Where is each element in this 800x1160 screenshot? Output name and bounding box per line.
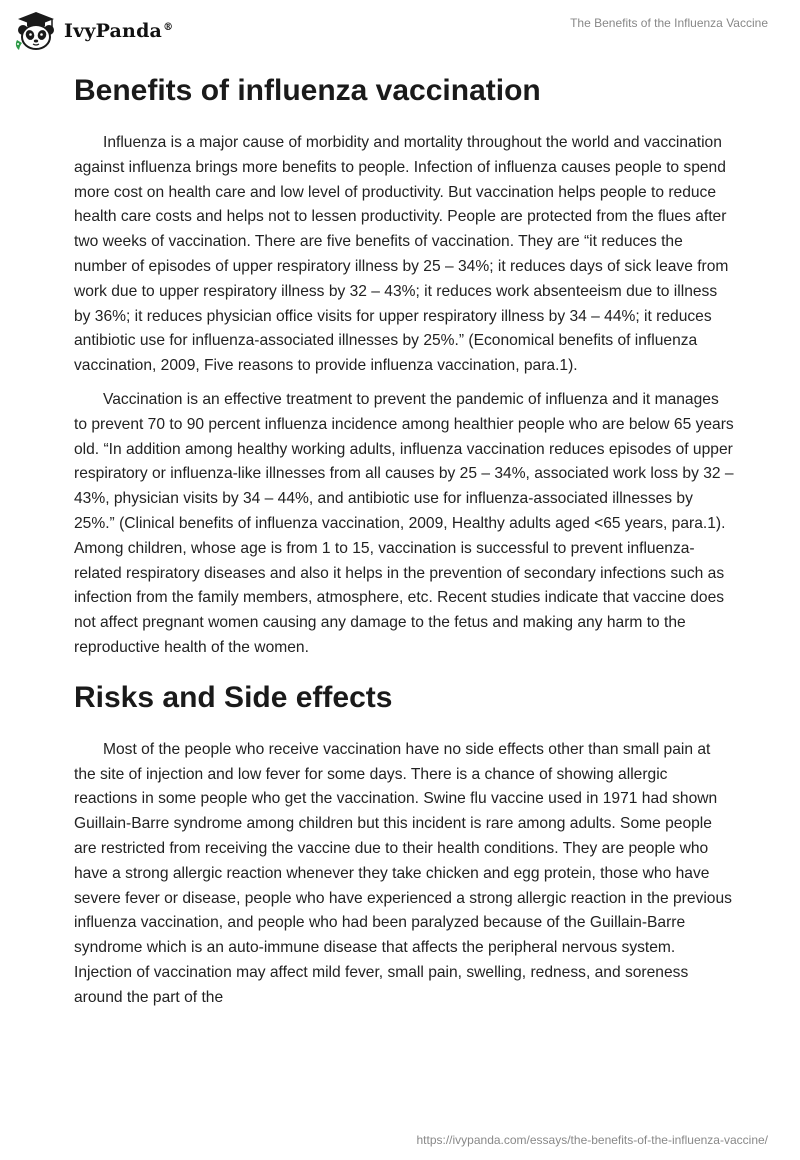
source-url-link[interactable]: https://ivypanda.com/essays/the-benefits-of-the-influenza-vaccine/	[416, 1133, 768, 1147]
page-header	[0, 0, 800, 60]
registered-mark: ®	[163, 21, 174, 33]
paragraph: Influenza is a major cause of morbidity and mortality throughout the world and vaccination against influenza brings more benefits to people. Infection of influenza causes people to spend more cost on health care and low level of productivity. But vaccination helps people to reduce health care costs and helps not to lessen productivity. People are protected from the flues after two weeks of vaccination. There are five benefits of vaccination. They are “it reduces the number of episodes of upper respiratory illness by 25 – 34%; it reduces days of sick leave from work due to upper respiratory illness by 32 – 43%; it reduces work absenteeism due to illness by 36%; it reduces physician office visits for upper respiratory illness by 34 – 44%; it reduces antibiotic use for influenza-associated illnesses by 25%.” (Economical benefits of influenza vaccination, 2009, Five reasons to provide influenza vaccination, para.1).	[74, 134, 729, 375]
essay-content	[74, 70, 734, 1011]
paragraph: Vaccination is an effective treatment to prevent the pandemic of influenza and it manages to prevent 70 to 90 percent influenza incidence among healthier people who are below 65 years old. “In addition among healthy working adults, influenza vaccination reduces episodes of upper respiratory or influenza-like illnesses from all causes by 25 – 34%, associated work loss by 32 – 43%, physician visits by 34 – 44%, and antibiotic use for influenza-associated illnesses by 25%.” (Clinical benefits of influenza vaccination, 2009, Healthy adults aged <65 years, para.1). Among children, whose age is from 1 to 15, vaccination is successful to prevent influenza-related respiratory diseases and also it helps in the prevention of secondary infections such as infection from the family members, atmosphere, etc. Recent studies indicate that vaccine does not affect pregnant women causing any damage to the fetus and making any harm to the reproductive health of the women.	[74, 390, 734, 656]
document-title: The Benefits of the Influenza Vaccine	[570, 16, 768, 30]
brand-logo[interactable]	[14, 10, 173, 54]
section-heading-risks: Risks and Side effects	[74, 680, 393, 714]
brand-name: IvyPanda®	[64, 20, 174, 42]
section-heading-benefits: Benefits of influenza vaccination	[74, 74, 541, 107]
panda-graduate-logo-icon	[14, 10, 58, 54]
paragraph: Most of the people who receive vaccination have no side effects other than small pain at the site of injection and low fever for some days. There is a chance of showing allergic reactions in some people who get the vaccination. Swine flu vaccine used in 1971 had shown Guillain-Barre syndrome among children but this incident is rare among adults. Some people are restricted from receiving the vaccine due to their health conditions. They are people who have a strong allergic reaction whenever they take chicken and egg protein, those who have severe fever or disease, people who have experienced a strong allergic reaction in the previous influenza vaccination, and people who had been paralyzed because of the Guillain-Barre syndrome which is an auto-immune disease that affects the peripheral nervous system. Injection of vaccination may affect mild fever, small pain, swelling, redness, and soreness around the part of the	[74, 740, 732, 1006]
